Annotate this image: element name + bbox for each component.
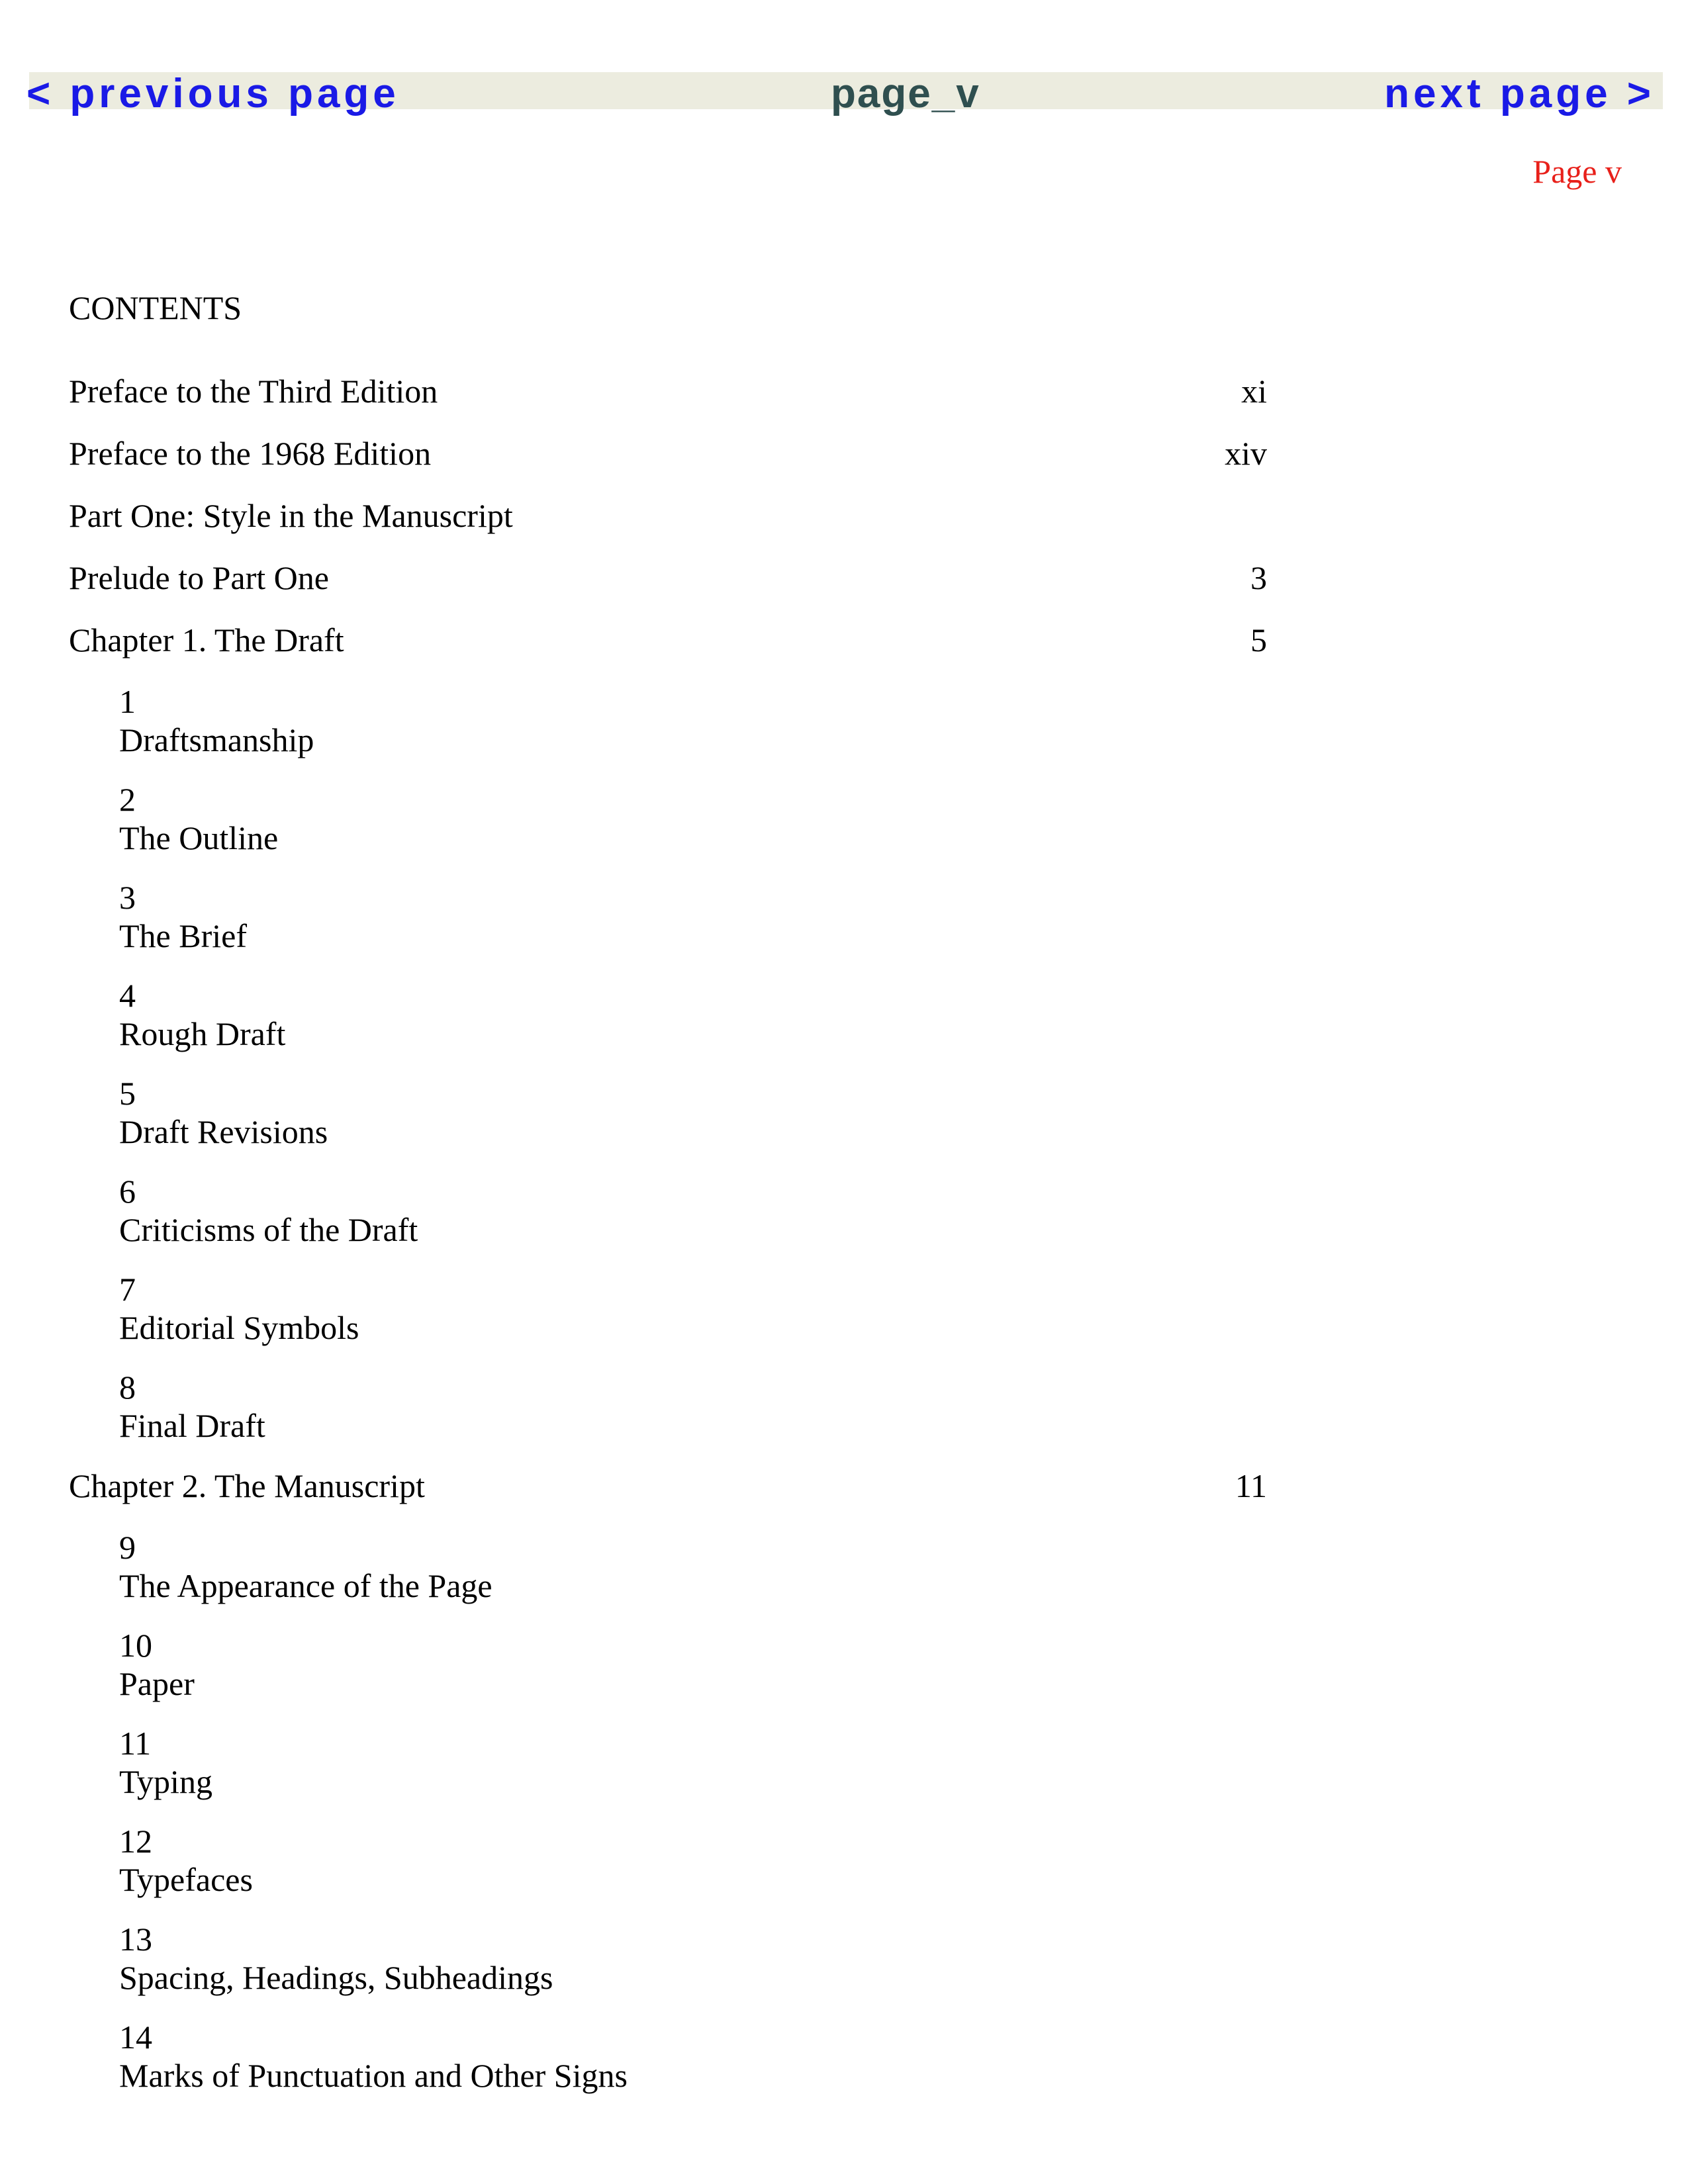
toc-section-9[interactable] — [119, 1528, 1267, 1605]
section-number: 8 — [119, 1369, 136, 1406]
section-number: 11 — [119, 1725, 152, 1762]
section-number: 12 — [119, 1823, 152, 1860]
toc-section-14[interactable] — [119, 2018, 1267, 2095]
section-number: 10 — [119, 1627, 152, 1664]
toc-entry-title: Part One: Style in the Manuscript — [69, 497, 513, 534]
toc-entry-page: xiv — [1225, 435, 1267, 472]
toc-section-11[interactable] — [119, 1724, 1267, 1801]
section-number: 5 — [119, 1075, 136, 1112]
page-number-marker: Page v — [1532, 153, 1622, 190]
section-title: Final Draft — [119, 1407, 265, 1444]
table-of-contents — [69, 371, 1267, 2116]
toc-section-2[interactable] — [119, 780, 1267, 857]
toc-section-5[interactable] — [119, 1074, 1267, 1151]
section-title: Draft Revisions — [119, 1113, 328, 1150]
toc-section-10[interactable] — [119, 1626, 1267, 1703]
next-page-link[interactable]: next page > — [1384, 71, 1655, 116]
section-number: 9 — [119, 1529, 136, 1566]
toc-entry-part-one[interactable] — [69, 496, 1267, 535]
section-title: Typing — [119, 1763, 212, 1800]
section-title: Marks of Punctuation and Other Signs — [119, 2057, 628, 2094]
toc-entry-chapter-2[interactable] — [69, 1466, 1267, 1506]
section-title: Criticisms of the Draft — [119, 1211, 418, 1248]
toc-entry-page: 3 — [1250, 559, 1267, 596]
section-title: The Appearance of the Page — [119, 1567, 492, 1604]
toc-entry-preface-third-edition[interactable] — [69, 371, 1267, 411]
section-number: 4 — [119, 977, 136, 1014]
toc-section-13[interactable] — [119, 1920, 1267, 1997]
toc-entry-page: 5 — [1250, 621, 1267, 659]
toc-section-8[interactable] — [119, 1368, 1267, 1445]
section-number: 6 — [119, 1173, 136, 1210]
section-title: Paper — [119, 1665, 195, 1702]
toc-entry-title: Chapter 2. The Manuscript — [69, 1467, 425, 1504]
toc-entry-title: Chapter 1. The Draft — [69, 621, 344, 659]
toc-entry-title: Preface to the 1968 Edition — [69, 435, 432, 472]
toc-entry-page: xi — [1241, 373, 1267, 410]
toc-entry-page: 11 — [1235, 1467, 1267, 1504]
section-number: 14 — [119, 2019, 152, 2056]
toc-section-6[interactable] — [119, 1172, 1267, 1249]
toc-entry-preface-1968-edition[interactable] — [69, 433, 1267, 473]
toc-section-7[interactable] — [119, 1270, 1267, 1347]
section-title: Spacing, Headings, Subheadings — [119, 1959, 553, 1996]
section-title: The Outline — [119, 819, 279, 856]
section-title: The Brief — [119, 917, 247, 954]
previous-page-link[interactable]: < previous page — [26, 71, 400, 116]
section-number: 7 — [119, 1271, 136, 1308]
contents-heading: CONTENTS — [69, 289, 242, 326]
toc-section-1[interactable] — [119, 682, 1267, 759]
section-number: 2 — [119, 781, 136, 818]
section-title: Draftsmanship — [119, 721, 314, 758]
section-number: 1 — [119, 683, 136, 720]
section-title: Rough Draft — [119, 1015, 286, 1052]
toc-section-12[interactable] — [119, 1822, 1267, 1899]
toc-entry-title: Preface to the Third Edition — [69, 373, 438, 410]
page-title: page_v — [831, 71, 980, 116]
section-number: 13 — [119, 1921, 152, 1958]
section-number: 3 — [119, 879, 136, 916]
toc-section-3[interactable] — [119, 878, 1267, 955]
toc-section-4[interactable] — [119, 976, 1267, 1053]
toc-entry-title: Prelude to Part One — [69, 559, 329, 596]
toc-entry-chapter-1[interactable] — [69, 620, 1267, 660]
toc-entry-prelude-part-one[interactable] — [69, 558, 1267, 598]
section-title: Typefaces — [119, 1861, 253, 1898]
section-title: Editorial Symbols — [119, 1309, 359, 1346]
